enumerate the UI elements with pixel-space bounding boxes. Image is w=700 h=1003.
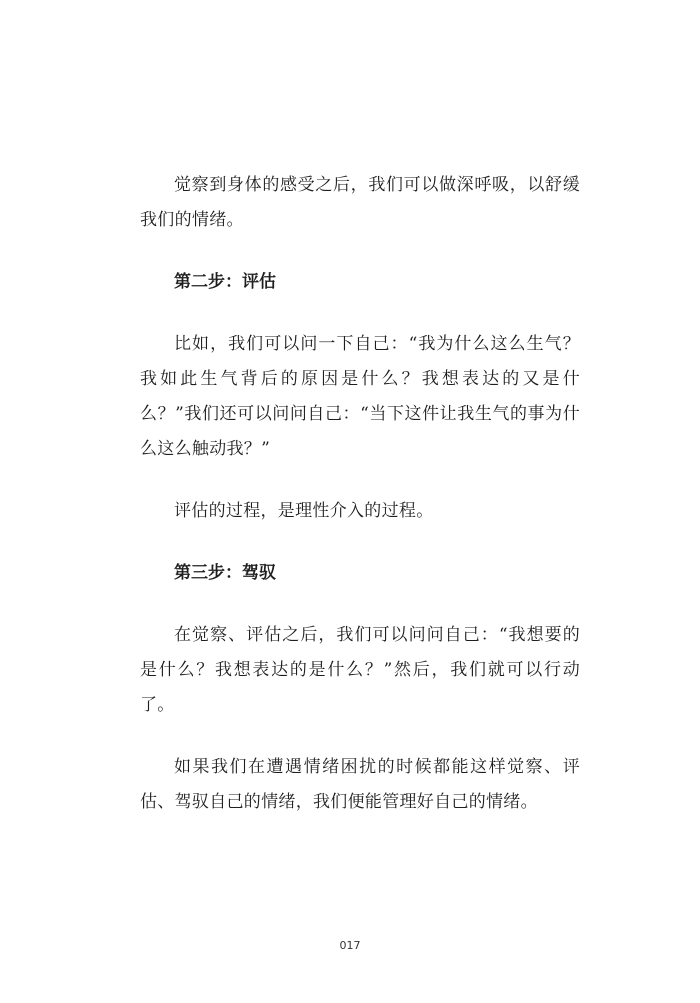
paragraph-conclusion: 如果我们在遭遇情绪困扰的时候都能这样觉察、评估、驾驭自己的情绪，我们便能管理好自己的情绪。 bbox=[140, 757, 580, 812]
paragraph-self-questions: 比如，我们可以问一下自己：“我为什么这么生气？我如此生气背后的原因是什么？我想表达的又是什么？”我们还可以问问自己：“当下这件让我生气的事为什么这么触动我？” bbox=[140, 334, 580, 459]
page-body bbox=[140, 168, 580, 820]
page-number: 017 bbox=[339, 939, 361, 952]
paragraph-evaluation: 评估的过程，是理性介入的过程。 bbox=[174, 501, 434, 521]
heading-step-three: 第三步：驾驭 bbox=[174, 563, 276, 583]
paragraph-breathing: 觉察到身体的感受之后，我们可以做深呼吸，以舒缓我们的情绪。 bbox=[140, 175, 580, 230]
paragraph-what-i-want: 在觉察、评估之后，我们可以问问自己：“我想要的是什么？我想表达的是什么？”然后，我们就可以行动了。 bbox=[140, 625, 580, 715]
heading-step-two: 第二步：评估 bbox=[174, 272, 276, 292]
